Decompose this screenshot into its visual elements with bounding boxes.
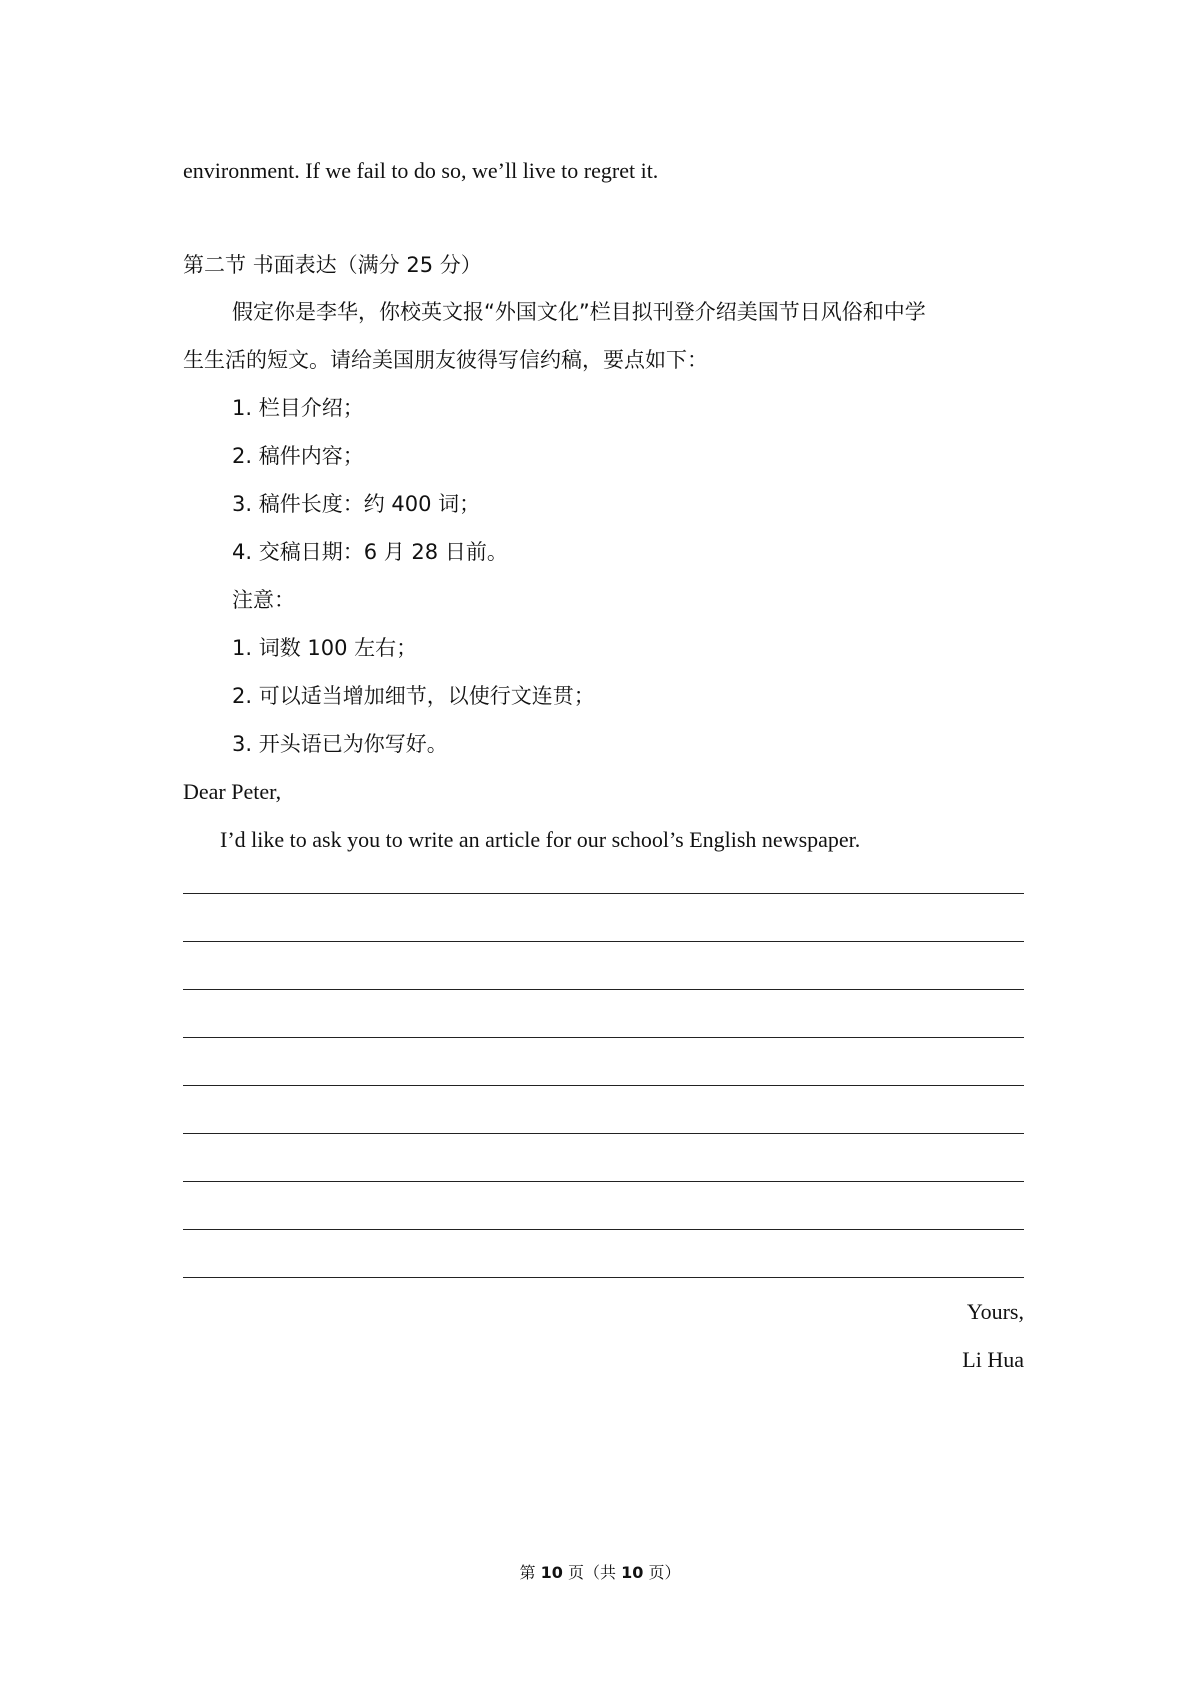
answer-line	[183, 1037, 1024, 1038]
note-item: 2. 可以适当增加细节，以使行文连贯；	[232, 684, 595, 708]
letter-signature: Li Hua	[962, 1347, 1024, 1372]
point-item: 4. 交稿日期：6 月 28 日前。	[232, 540, 508, 564]
notes-label: 注意：	[232, 588, 295, 612]
answer-line	[183, 1277, 1024, 1278]
note-item: 3. 开头语已为你写好。	[232, 732, 448, 756]
answer-line	[183, 941, 1024, 942]
letter-opening: I’d like to ask you to write an article for our school’s English newspaper.	[220, 827, 861, 852]
point-item: 1. 栏目介绍；	[232, 396, 364, 420]
note-item: 1. 词数 100 左右；	[232, 636, 418, 660]
letter-salutation: Dear Peter,	[183, 779, 282, 804]
letter-closing: Yours,	[966, 1299, 1024, 1324]
current-page-number: 10	[540, 1563, 563, 1582]
answer-line	[183, 893, 1024, 894]
point-item: 2. 稿件内容；	[232, 444, 364, 468]
point-item: 3. 稿件长度：约 400 词；	[232, 492, 481, 516]
page-footer	[0, 1560, 1200, 1583]
prompt-line-2: 生生活的短文。请给美国朋友彼得写信约稿，要点如下：	[183, 348, 708, 372]
total-pages-number: 10	[621, 1563, 644, 1582]
footer-middle: 页（共	[562, 1563, 622, 1582]
prompt-line-1: 假定你是李华，你校英文报“外国文化”栏目拟刊登介绍美国节日风俗和中学	[232, 300, 926, 324]
footer-suffix: 页）	[643, 1563, 681, 1582]
answer-line	[183, 1229, 1024, 1230]
answer-line	[183, 1085, 1024, 1086]
carryover-text: environment. If we fail to do so, we’ll live to regret it.	[183, 158, 659, 183]
answer-line	[183, 989, 1024, 990]
section-heading: 第二节 书面表达（满分 25 分）	[183, 253, 482, 277]
answer-line	[183, 1181, 1024, 1182]
answer-line	[183, 1133, 1024, 1134]
footer-prefix: 第	[519, 1563, 541, 1582]
